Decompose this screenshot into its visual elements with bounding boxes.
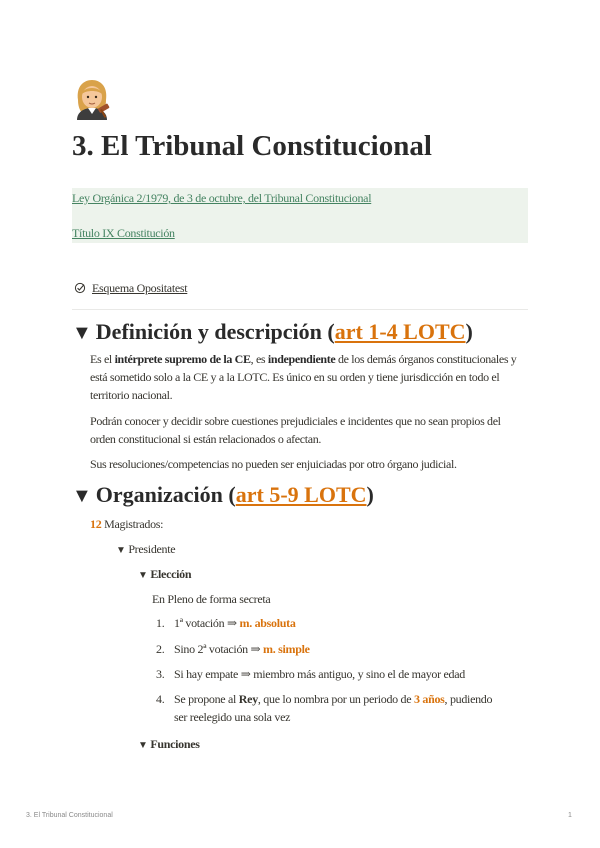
list-item-continuation: ser reelegido una sola vez bbox=[174, 710, 291, 724]
pleno-text: En Pleno de forma secreta bbox=[152, 592, 271, 606]
magistrados-line: 12 Magistrados: bbox=[90, 517, 164, 531]
check-circle-icon bbox=[74, 282, 86, 294]
toggle-triangle-icon[interactable]: ▼ bbox=[138, 570, 148, 581]
section-definicion-heading[interactable]: ▼ Definición y descripción (art 1-4 LOTC) bbox=[72, 319, 473, 344]
eleccion-toggle[interactable]: ▼ Elección bbox=[138, 567, 192, 581]
art-1-4-lotc-link[interactable]: art 1-4 LOTC bbox=[334, 319, 466, 344]
footer-title: 3. El Tribunal Constitucional bbox=[26, 812, 113, 819]
list-item: 3. Si hay empate ⇒ miembro más antiguo, y sino el de mayor edad bbox=[156, 667, 465, 681]
footer-page-number: 1 bbox=[568, 812, 572, 819]
list-item: 2. Sino 2ª votación ⇒ m. simple bbox=[156, 642, 310, 656]
definicion-paragraph-2: Podrán conocer y decidir sobre cuestiones prejudiciales e incidentes que no sean propios del orden constitucional si están relacionados o afectan. bbox=[90, 414, 501, 446]
definicion-paragraph-1: Es el intérprete supremo de la CE, es independiente de los demás órganos constitucionales y está sometido solo a la CE y a la LOTC. Es único en su orden y tiene jurisdicción en todo el territorio nacional. bbox=[90, 352, 517, 402]
esquema-link[interactable] bbox=[74, 280, 187, 296]
presidente-toggle[interactable]: ▼ Presidente bbox=[116, 542, 176, 556]
toggle-triangle-icon[interactable]: ▼ bbox=[138, 740, 148, 751]
toggle-triangle-icon[interactable]: ▼ bbox=[72, 485, 92, 507]
list-item: 4. Se propone al Rey, que lo nombra por un periodo de 3 años, pudiendo bbox=[156, 692, 493, 706]
lotc-link[interactable]: Ley Orgánica 2/1979, de 3 de octubre, del Tribunal Constitucional bbox=[72, 191, 372, 205]
judge-emoji-icon bbox=[72, 78, 112, 120]
page-title: 3. El Tribunal Constitucional bbox=[72, 130, 432, 162]
esquema-label: Esquema Opositatest bbox=[92, 280, 188, 295]
section-organizacion-heading[interactable]: ▼ Organización (art 5-9 LOTC) bbox=[72, 482, 374, 507]
list-item: 1. 1ª votación ⇒ m. absoluta bbox=[156, 616, 296, 630]
divider bbox=[72, 309, 528, 310]
links-callout bbox=[72, 188, 528, 243]
funciones-toggle[interactable]: ▼ Funciones bbox=[138, 737, 200, 751]
toggle-triangle-icon[interactable]: ▼ bbox=[116, 545, 126, 556]
toggle-triangle-icon[interactable]: ▼ bbox=[72, 322, 92, 344]
art-5-9-lotc-link[interactable]: art 5-9 LOTC bbox=[235, 482, 367, 507]
constitucion-link[interactable]: Título IX Constitución bbox=[72, 226, 175, 240]
definicion-paragraph-3: Sus resoluciones/competencias no pueden ser enjuiciadas por otro órgano judicial. bbox=[90, 457, 457, 471]
